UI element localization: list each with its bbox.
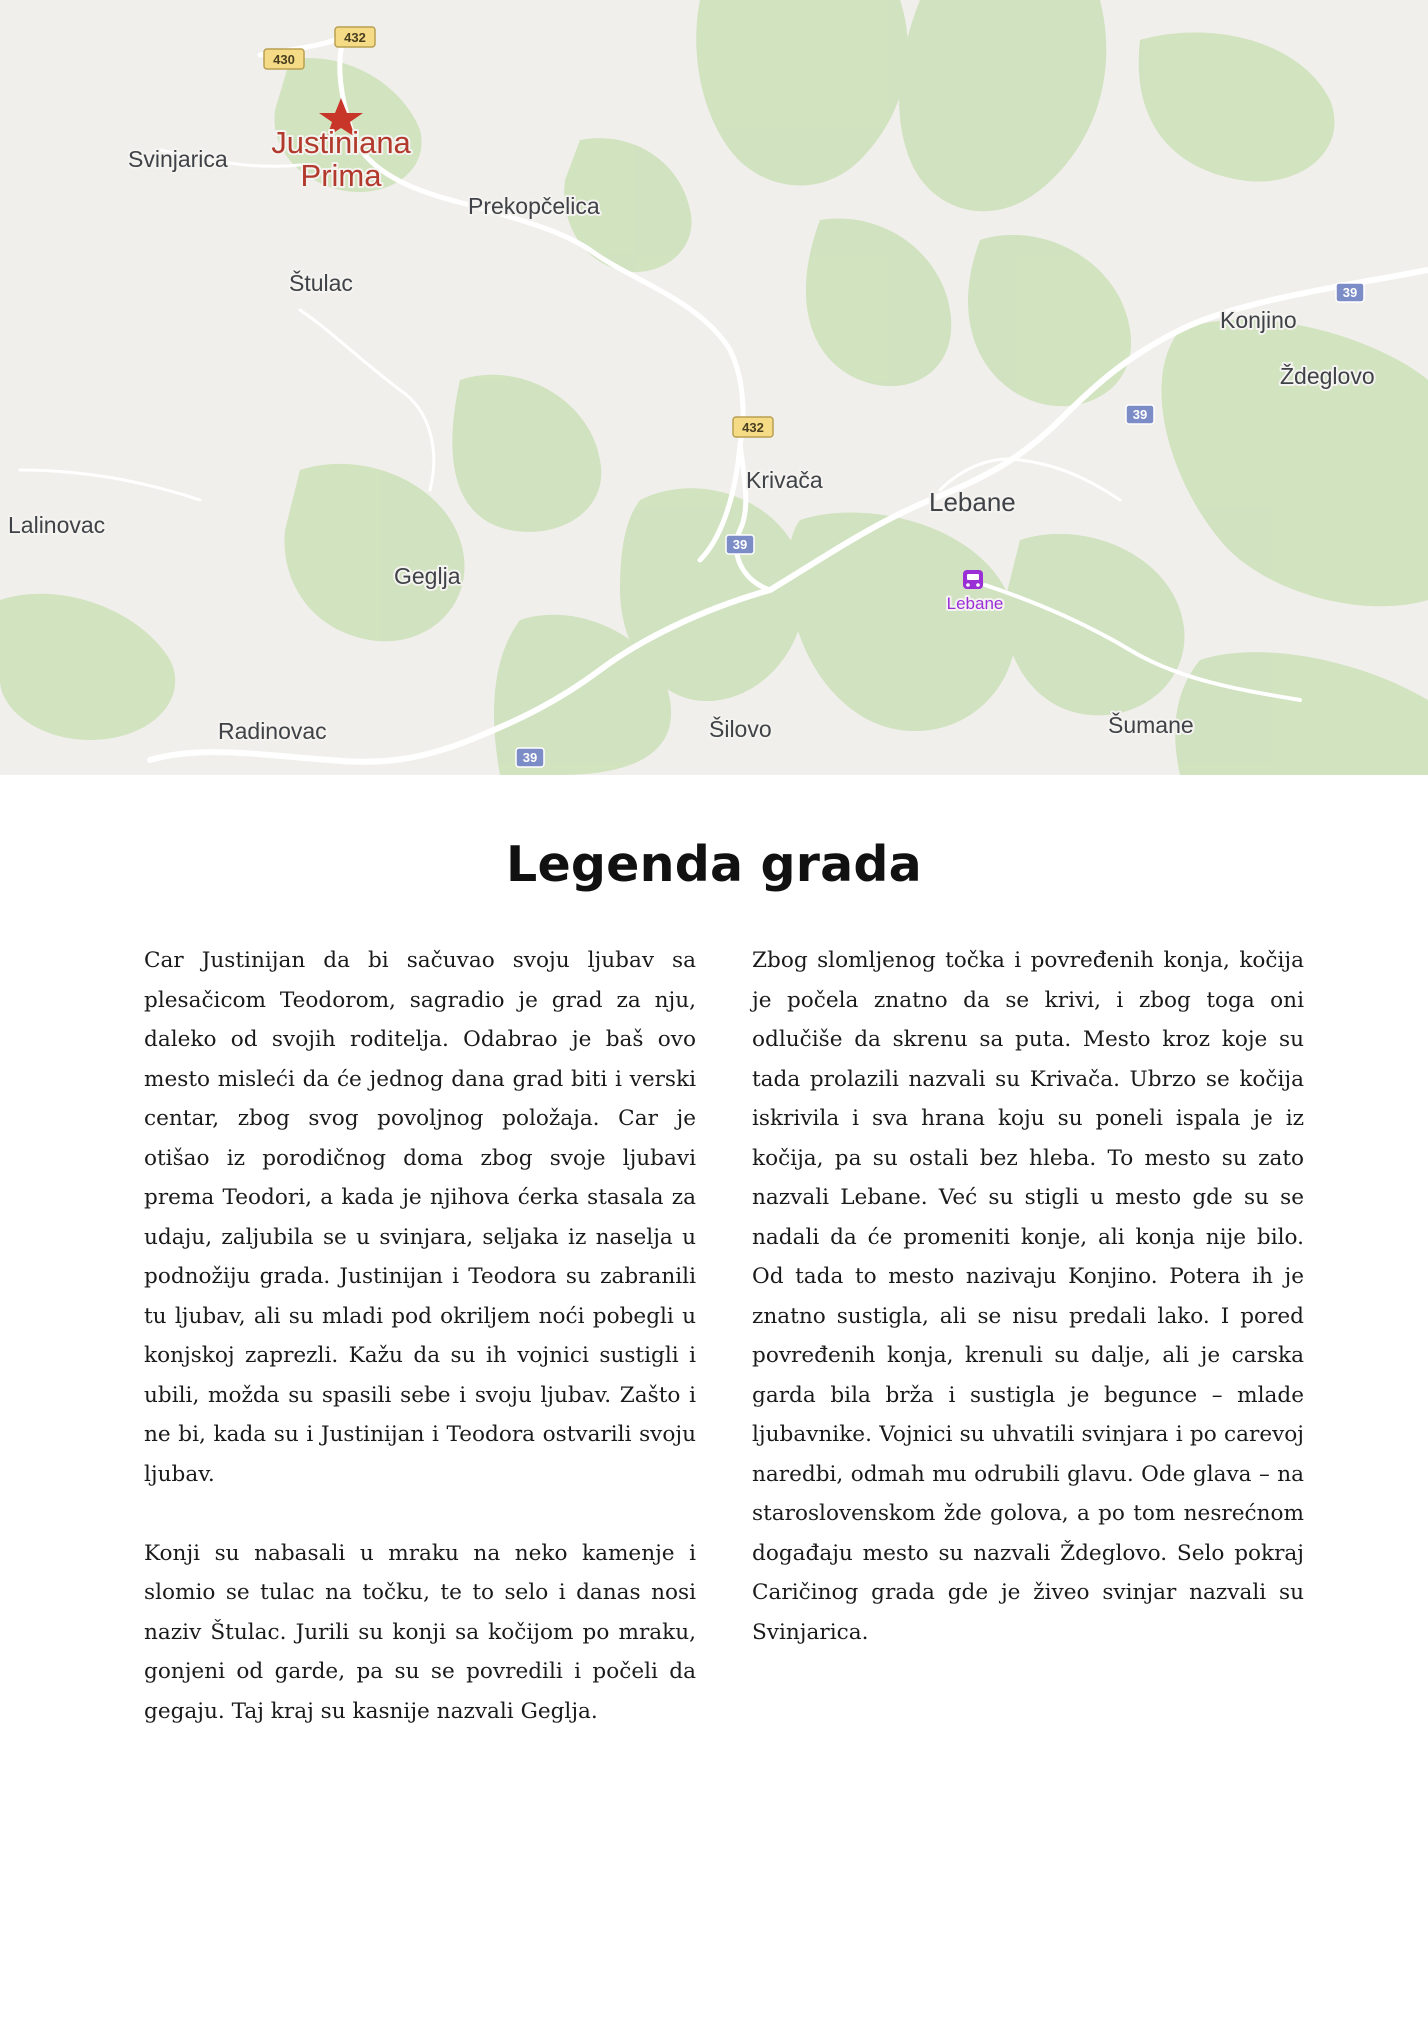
- shield-text: 432: [344, 30, 366, 45]
- map-label-sumane[interactable]: Šumane: [1108, 712, 1194, 738]
- map-label-prekopcelica[interactable]: Prekopčelica: [468, 193, 600, 219]
- map-label-konjino[interactable]: Konjino: [1220, 307, 1297, 333]
- shield-text: 39: [732, 537, 748, 552]
- map-label-stulac[interactable]: Štulac: [289, 270, 353, 296]
- shield-text: 39: [1342, 285, 1358, 300]
- map-label-svinjarica[interactable]: Svinjarica: [128, 146, 228, 172]
- map-label-lebane[interactable]: Lebane: [929, 487, 1016, 517]
- paragraph: Konji su nabasali u mraku na neko kamenje i slomio se tulac na točku, te to selo i danas nosi naziv Štulac. Jurili su konji sa kočijom po mraku, gonjeni od garde, pa su se povredili i počeli da gegaju. Taj kraj su kasnije nazvali Geglja.: [144, 1540, 696, 1724]
- paragraph: Car Justinijan da bi sačuvao svoju ljubav sa plesačicom Teodorom, sagradio je grad za nju, daleko od svojih roditelja. Odabrao je baš ovo mesto misleći da će jednog dana grad biti i verski centar, zbog svog povoljnog položaja. Car je otišao iz porodičnog doma zbog svoje ljubavi prema Teodori, a kada je njihova ćerka stasala za udaju, zaljubila se u svinjara, seljaka iz naselja u podnožiju grada. Justinijan i Teodora su zabranili tu ljubav, ali su mladi pod okriljem noći pobegli u konjskoj zaprezli. Kažu da su ih vojnici sustigli i ubili, možda su spasili sebe i svoju ljubav. Zašto i ne bi, kada su i Justinijan i Teodora ostvarili svoju ljubav.: [144, 948, 696, 1487]
- road-shield-430: [264, 49, 304, 69]
- shield-text: 39: [1132, 407, 1148, 422]
- map-label-prima[interactable]: Prima: [300, 158, 382, 193]
- road-shield-39-c: [726, 535, 754, 554]
- map-label-justiniana[interactable]: Justiniana: [271, 125, 411, 160]
- road-shield-39-d: [516, 748, 544, 767]
- right-column: [752, 941, 1304, 1652]
- road-shield-39-a: [1336, 283, 1364, 302]
- paragraph: Zbog slomljenog točka i povređenih konja, kočija je počela znatno da se krivi, i zbog toga oni odlučiše da skrenu sa puta. Mesto kroz koje su tada prolazili nazvali su Krivača. Ubrzo se kočija iskrivila i sva hrana koju su poneli ispala je iz kočija, pa su ostali bez hleba. To mesto su zato nazvali Lebane. Već su stigli u mesto gde su se nadali da će promeniti konje, ali konja nije bilo. Od tada to mesto nazivaju Konjino. Potera ih je znatno sustigla, ali se nisu predali lako. I pored povređenih konja, krenuli su dalje, ali je carska garda bila brža i sustigla je begunce – mlade ljubavnike. Vojnici su uhvatili svinjara i po carevoj naredbi, odmah mu odrubili glavu. Ode glava – na staroslovenskom žde golova, a po tom nesrećnom događaju mesto su nazvali Ždeglovo. Selo pokraj Caričinog grada gde je živeo svinjar nazvali su Svinjarica.: [752, 948, 1304, 1645]
- left-column: [144, 941, 696, 1731]
- shield-text: 432: [742, 420, 764, 435]
- map-label-radinovac[interactable]: Radinovac: [218, 718, 327, 744]
- map-label-krivaca[interactable]: Krivača: [746, 467, 823, 493]
- road-shield-39-b: [1126, 405, 1154, 424]
- page-title: Legenda grada: [506, 836, 922, 893]
- map-label-lebane-bus[interactable]: Lebane: [946, 594, 1004, 613]
- map[interactable]: [0, 0, 1428, 775]
- bus-station-icon[interactable]: [963, 570, 983, 589]
- map-label-zdeglovo[interactable]: Ždeglovo: [1280, 363, 1375, 389]
- map-label-geglja[interactable]: Geglja: [394, 563, 461, 589]
- road-shield-432-mid: [733, 417, 773, 437]
- map-label-lalinovac[interactable]: Lalinovac: [8, 512, 106, 538]
- shield-text: 39: [522, 750, 538, 765]
- shield-text: 430: [273, 52, 295, 67]
- road-shield-432-top: [335, 27, 375, 47]
- map-label-silovo[interactable]: Šilovo: [709, 716, 772, 742]
